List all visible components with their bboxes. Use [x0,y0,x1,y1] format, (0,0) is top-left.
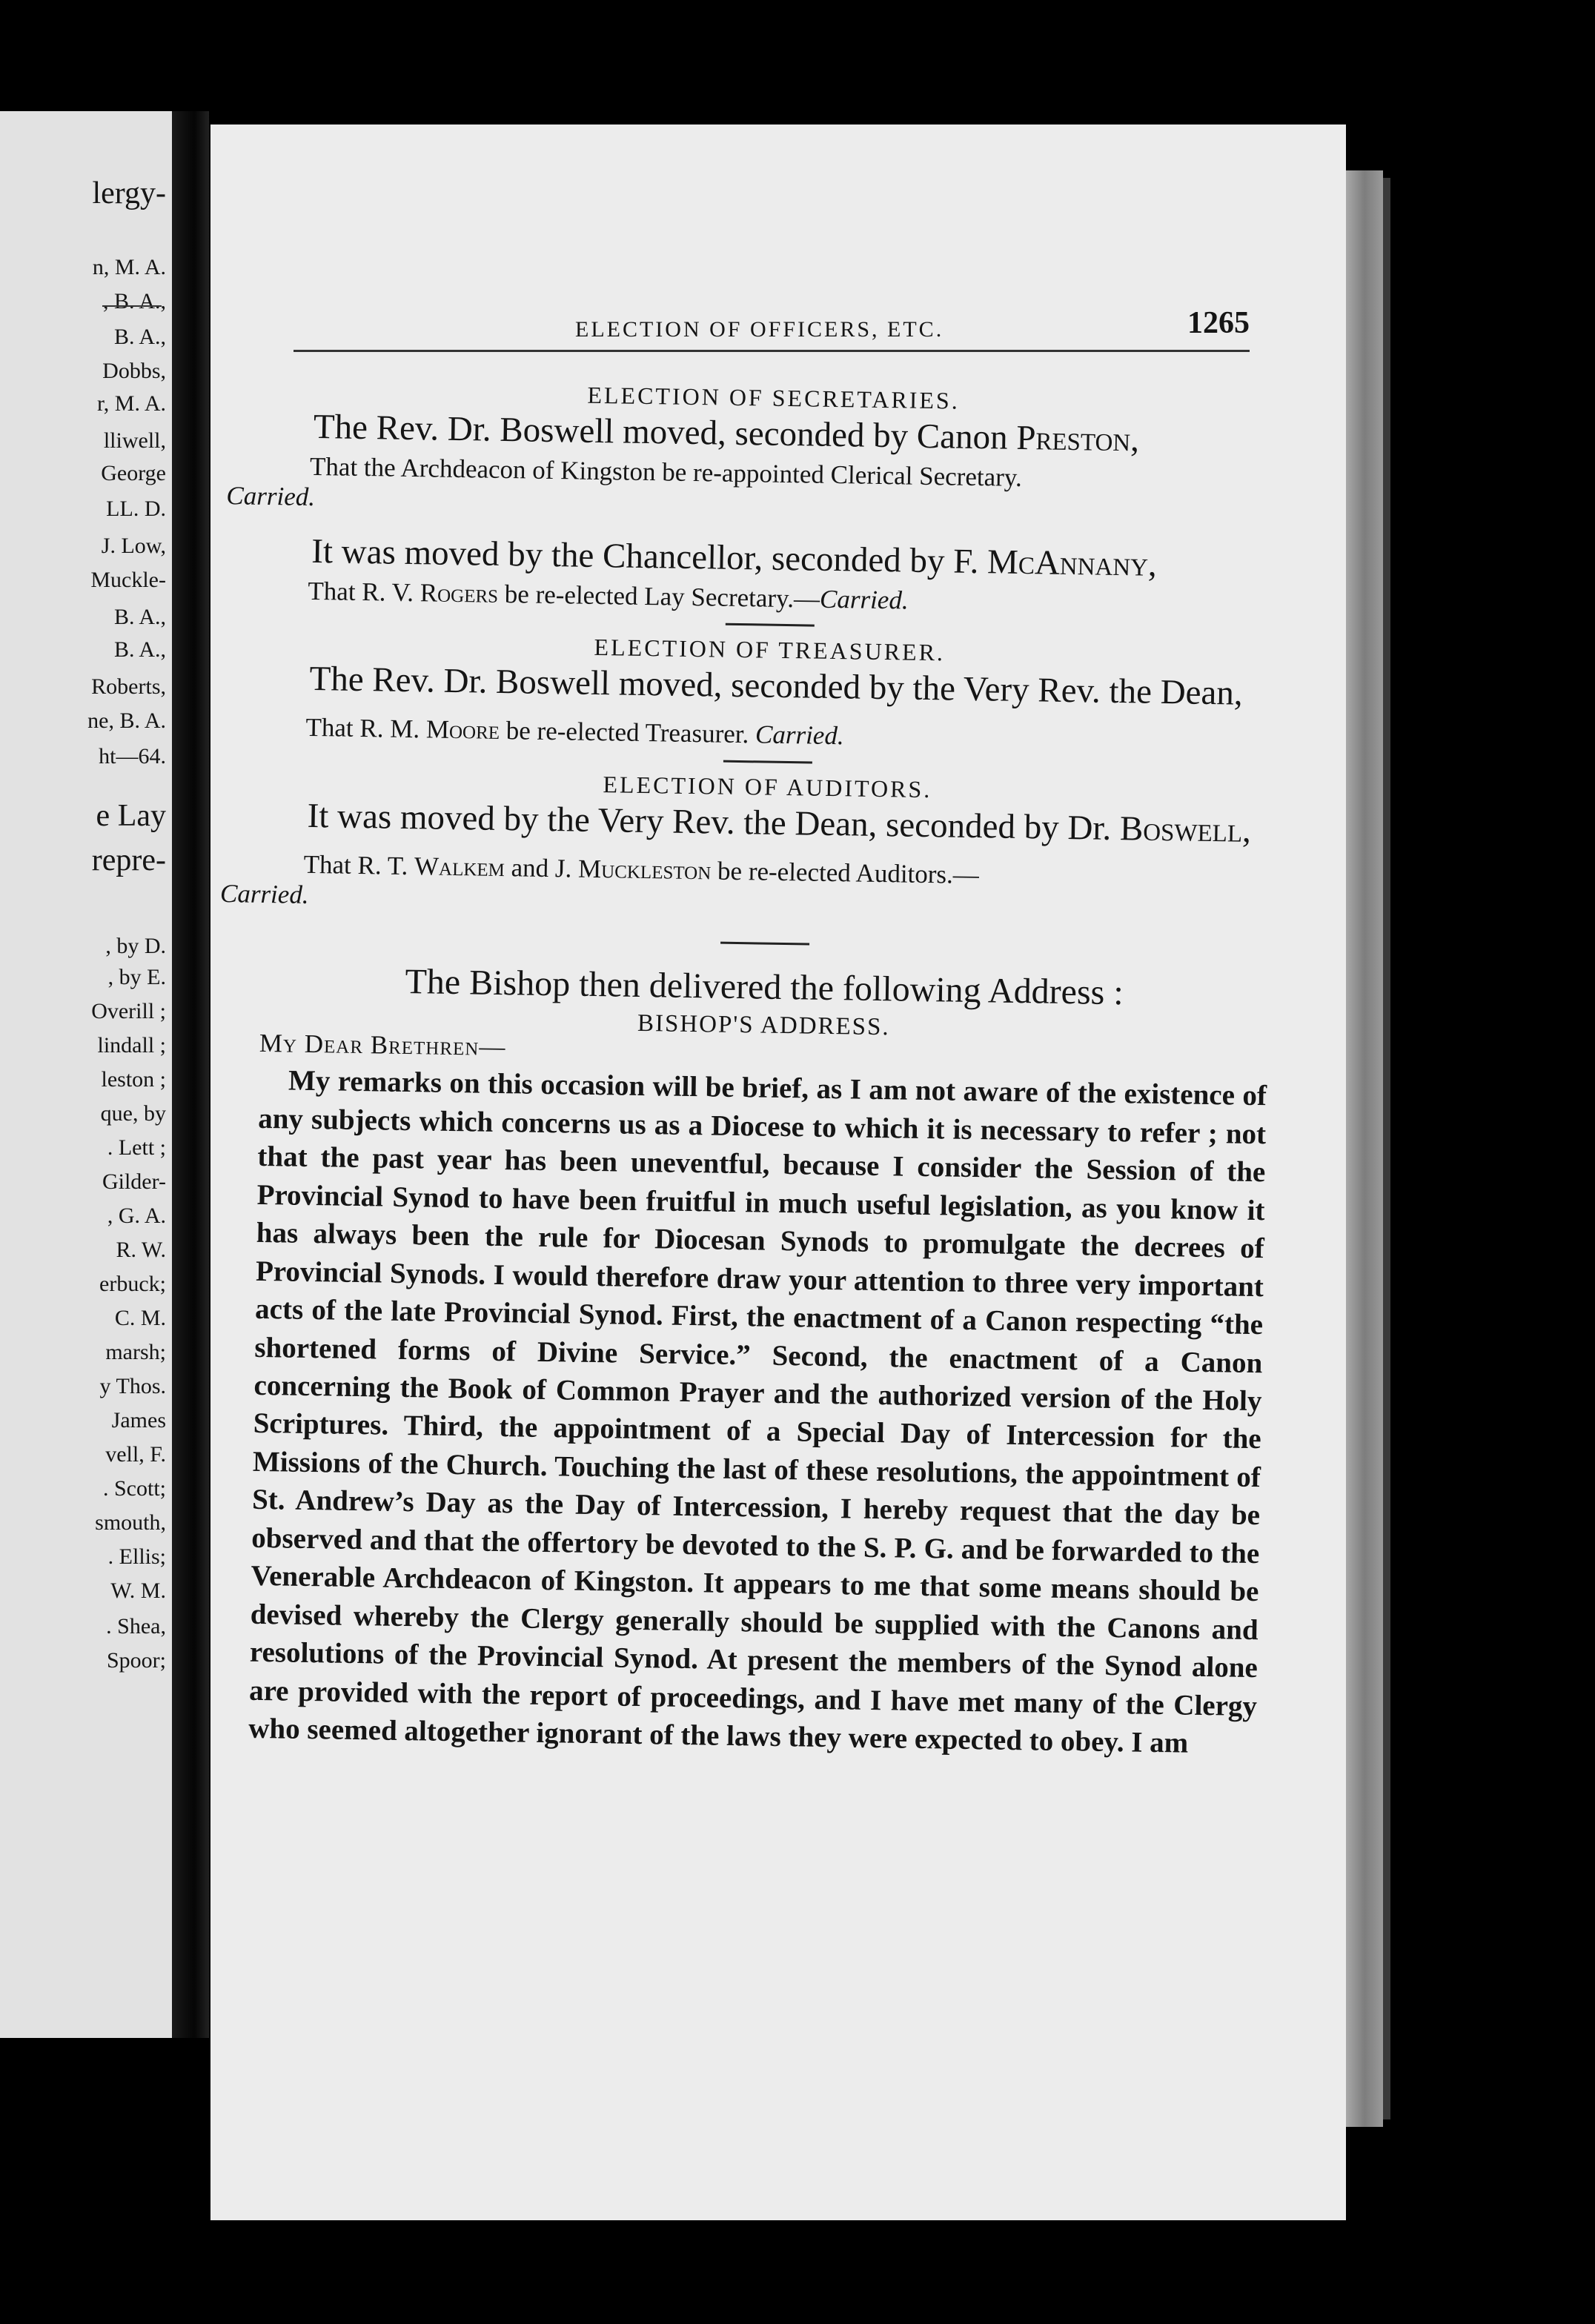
resolution-text: That R. T. [303,849,415,880]
page-header [294,305,1250,350]
facing-page-text: marsh; [105,1340,166,1364]
facing-page-text: . Ellis; [107,1544,166,1569]
facing-page-text: . Lett ; [107,1135,166,1160]
resolution-treasurer [264,711,1272,758]
facing-page-text: , by E. [107,965,166,989]
facing-page-text: y Thos. [99,1374,166,1398]
facing-page-text: smouth, [95,1510,166,1535]
facing-page-text: W. M. [110,1578,166,1603]
facing-page-text: erbuck; [99,1272,166,1296]
facing-page-text: Muckle- [90,568,166,592]
person-name: McAnnany, [986,542,1158,584]
header-rule [294,350,1250,352]
facing-page-text: B. A., [113,637,166,662]
facing-page-text: J. Low, [101,534,166,558]
book-page [210,124,1346,2220]
facing-page-text: B. A., [113,325,166,349]
book-gutter [172,111,209,2038]
page-edge [1346,170,1383,2127]
heading-secretaries: ELECTION OF SECRETARIES. [587,381,961,414]
resolution-auditors [219,849,1270,926]
address-title: BISHOP'S ADDRESS. [637,1010,890,1041]
person-name: Muckleston [577,854,712,886]
running-head: ELECTION OF OFFICERS, ETC. [575,317,944,342]
facing-page-text: n, M. A. [92,255,166,279]
facing-page-text: e Lay [96,799,166,833]
page-edge-shadow [1383,178,1390,2119]
facing-page-text: leston ; [101,1067,166,1092]
resolution-text: That the Archdeacon of Kingston be re-appointed Clerical Secretary. [309,451,1023,493]
facing-page-text: repre- [91,843,166,877]
motion-text: It was moved by the Very Rev. the Dean, seconded by Dr. [307,796,1121,848]
resolution-text: and J. [504,852,579,883]
motion-text: It was moved by the Chancellor, seconded by F. [311,531,988,581]
facing-page-text: Overill ; [91,999,166,1023]
facing-page-text: Dobbs, [102,359,166,383]
carried-label: Carried. [226,481,316,512]
facing-page-text: r, M. A. [97,391,166,416]
person-name: Preston, [1015,418,1140,459]
facing-page-text: ht—64. [99,744,166,768]
facing-page-rule [102,305,162,307]
carried-label: Carried. [219,878,309,909]
page-body [219,376,1278,1764]
heading-auditors: ELECTION OF AUDITORS. [603,770,932,803]
facing-page-text: LL. D. [106,497,166,521]
page-number: 1265 [1187,306,1250,340]
facing-page-text: B. A., [113,605,166,629]
facing-page-text: Spoor; [106,1648,166,1673]
facing-page-text: lliwell, [103,428,166,453]
facing-page-text: Roberts, [91,674,166,699]
resolution-text: That R. M. [305,713,427,744]
facing-page-text: . Scott; [102,1476,166,1501]
section-divider [726,623,815,627]
carried-label: Carried. [755,720,844,751]
facing-page-text: vell, F. [105,1442,166,1467]
facing-page-text: C. M. [114,1306,166,1330]
facing-page-text: lindall ; [97,1033,166,1058]
facing-page-fragment [0,111,172,2038]
facing-page-text: Gilder- [102,1169,166,1194]
facing-page-text: James [111,1408,166,1432]
facing-page-text: , G. A. [107,1204,166,1228]
facing-page-text: George [101,461,166,485]
facing-page-text: ne, B. A. [87,708,166,733]
facing-page-text: R. W. [116,1238,166,1262]
resolution-text: That R. V. [308,576,421,608]
motion-text: The Rev. Dr. Boswell moved, seconded by Canon [313,407,1017,457]
motion-treasurer: The Rev. Dr. Boswell moved, seconded by the Very Rev. the Dean, [309,660,1243,713]
facing-page-text: que, by [100,1101,166,1126]
resolution-text: be re-elected Auditors.— [711,856,980,889]
heading-treasurer: ELECTION OF TREASURER. [594,634,946,666]
carried-label: Carried. [819,584,909,615]
facing-page-text: , B. A., [102,289,166,313]
person-name: Boswell, [1119,809,1252,850]
section-divider [723,760,812,763]
address-paragraph: My remarks on this occasion will be brief, as I am not aware of the existence of any subjects which concerns us as a Diocese to which it is necessary to refer ; not that the past year has been uneventful, because I consider the Session of the Provincial Synod to have been fruitful in much useful legislation, as you know it has always been the rule for Diocesan Synods to promulgate the decrees of Provincial Synods. I would therefore draw your attention to three very important acts of the late Provincial Synod. First, the enactment of a Canon respecting “the shortened forms of Divine Service.” Second, the enactment of a Canon concerning the Book of Common Prayer and the authorized version of the Holy Scriptures. Third, the appointment of a Special Day of Intercession for the Missions of the Church. Touching the last of these resolutions, the appointment of St. Andrew’s Day as the Day of Intercession, I hereby request that the day be observed and that the offertory be devoted to the S. P. G. and be forwarded to the Venerable Archdeacon of Kingston. It appears to me that some means should be devised whereby the Clergy generally should be supplied with the Canons and resolutions of the Provincial Synod. At present the members of the Synod alone are provided with the report of proceedings, and I have met many of the Clergy who seemed altogether ignorant of the laws they were expected to obey. I am [248,1064,1267,1759]
section-divider [720,942,809,946]
resolution-secretaries-1 [226,451,1276,528]
resolution-text: be re-elected Lay Secretary.— [497,579,820,614]
facing-page-text: lergy- [92,176,166,210]
facing-page-text: . Shea, [106,1614,166,1639]
resolution-text: be re-elected Treasurer. [499,716,756,749]
person-name: Rogers [420,578,499,608]
facing-page-text: , by D. [105,934,166,958]
salutation: My Dear Brethren— [259,1029,506,1062]
person-name: Moore [425,714,500,746]
person-name: Walkem [414,851,505,882]
address-intro: The Bishop then delivered the following Address : [405,962,1124,1013]
